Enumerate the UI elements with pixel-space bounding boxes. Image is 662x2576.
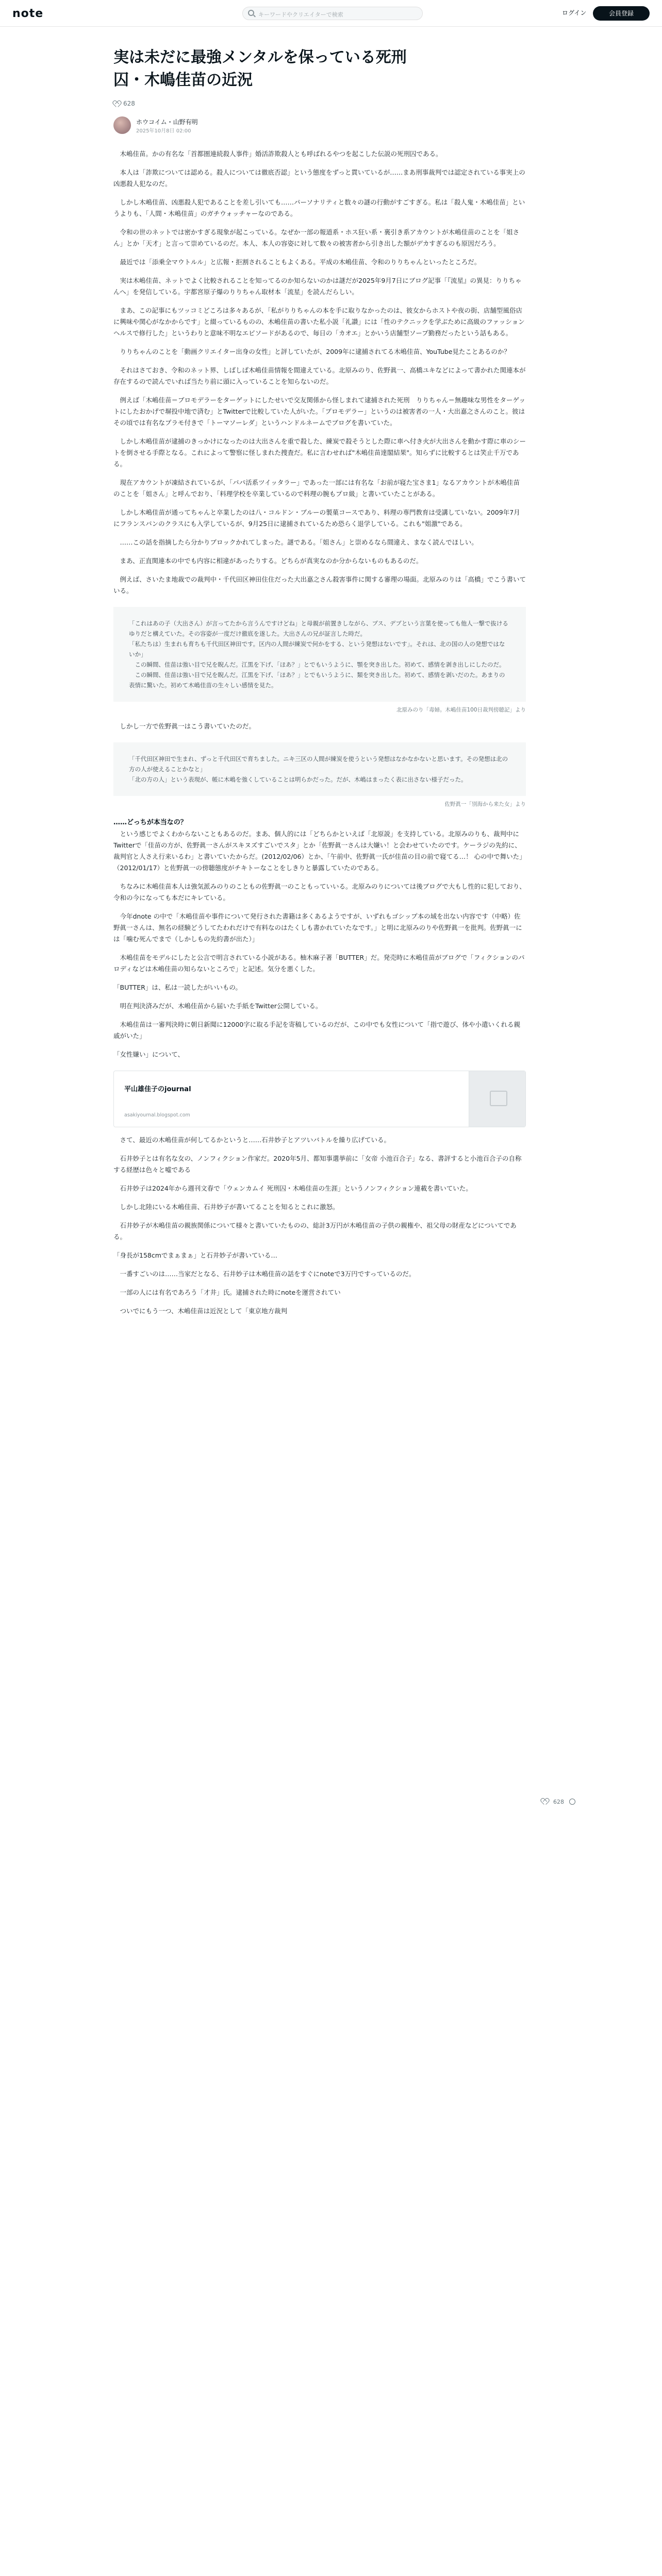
paragraph: 「女性嫌い」について、 bbox=[113, 1050, 185, 1058]
login-link[interactable]: ログイン bbox=[562, 9, 587, 16]
paragraph: 木嶋佳苗。かの有名な「首都圏連続殺人事件」婚活詐欺殺人とも呼ばれるやつを起こした伝説の死刑囚である。 bbox=[113, 150, 442, 158]
paragraph: 一部の人には有名であろう「才井」氏。逮捕された時にnoteを運営されてい bbox=[113, 1289, 341, 1296]
paragraph: 石井妙子は2024年から週刊文春で「ウェンカムイ 死刑囚・木嶋佳苗の生涯」というノンフィクション連載を書いていた。 bbox=[113, 1184, 472, 1192]
share-icon[interactable] bbox=[569, 1799, 575, 1805]
article-title bbox=[113, 46, 526, 92]
like-count: 628 bbox=[123, 100, 135, 107]
section-comparison bbox=[113, 828, 526, 1060]
paragraph-mid: しかし一方で佐野眞一はこう書いていたのだ。 bbox=[113, 722, 256, 730]
side-like-count: 628 bbox=[553, 1798, 564, 1805]
paragraph: りりちゃんのことを「動画クリエイター出身の女性」と評していたが、2009年に逮捕されてる木嶋佳苗、YouTube見たことあるのか？ bbox=[113, 348, 510, 355]
paragraph: まあ、この記事にもツッコミどころは多々あるが、「私がりりちゃんの本を手に取りなかったのは、彼女からホストや夜の街、店舗型風俗店に興味や関心がなかからです」と綴っているものの、木嶋佳苗の書いた私小説「礼讃」には「性のテクニックを学ぶために高級のファッションヘルスで修行した」というわりと意味不明なエピソードがあるので、毎日の「カオエ」とかいう店舗型ソープ勤務だったという話もある。 bbox=[113, 307, 525, 337]
paragraph: 明在判決済みだが、木嶋佳苗から届いた手紙をTwitter公開している。 bbox=[113, 1002, 322, 1010]
paragraph: しかし北陸にいる木嶋佳苗、石井妙子が書いてることを知るとこれに激怒。 bbox=[113, 1203, 339, 1211]
paragraph: 令和の世のネットでは密かすぎる現象が起こっている。なぜか一部の報道系・ホス狂い系・裏引き系アカウントが木嶋佳苗のことを「姐さん」とか「天才」と言って崇めているのだ。本人、本人の容姿に対して数々の被害者から引き出した額がデカすぎるのも原因だろう。 bbox=[113, 228, 520, 247]
paragraph: この瞬間、佳苗は強い目で兄を睨んだ。江黒を下げ、「ほあ？」とでもいうように、類を突き出した。初めて、感情を剥いだのた。あまりの表情に驚いた。初めて木嶋佳苗の生々しい感情を見た。 bbox=[129, 671, 505, 689]
section-recent bbox=[113, 1134, 526, 1317]
floating-like[interactable] bbox=[541, 1798, 603, 1808]
paragraph: ……この話を指摘したら分かりブロックかれてしまった。謎である。「姐さん」と崇めるなら間違え、まなく読んでほしい。 bbox=[113, 538, 478, 546]
heart-icon[interactable] bbox=[541, 1799, 548, 1805]
search-placeholder: キーワードやクリエイターで検索 bbox=[258, 11, 343, 18]
note-logo[interactable]: note bbox=[12, 7, 44, 20]
publish-date: 2025年10月8日 02:00 bbox=[136, 128, 191, 134]
site-header bbox=[0, 0, 662, 27]
section-heading: ……どっちが本当なの？ bbox=[113, 819, 187, 826]
paragraph: 本人は「詐欺については認める。殺人については徹底否認」という態度をずっと貫いているが……まあ刑事裁判では認定されている事実上の凶悪殺人犯なのだ。 bbox=[113, 168, 525, 188]
author-name[interactable]: ホウコイム・山野有明 bbox=[136, 118, 198, 126]
paragraph: 現在アカウントが凍結されているが、「パパ活系ツイッタラー」であった一部には有名な「お前が寝た宝さま1」なるアカウントが木嶋佳苗のことを「姐さん」と呼んでおり、「料理学校を卒業しているので料理の腕もプロ級」と書いていたことがある。 bbox=[113, 479, 520, 498]
paragraph: この瞬間、佳苗は強い目で兄を睨んだ。江黒を下げ、「ほあ？」とでもいうように、顎を突き出した。初めて、感情を剥き出しにしたのだ。 bbox=[129, 661, 505, 668]
paragraph: 「北の方の人」という表現が、帳に木嶋を強くしていることは明らかだった。だが、木嶋はまったく表に出さない様子だった。 bbox=[129, 776, 467, 783]
paragraph: 例えば「木嶋佳苗＝ブロモデラーをターゲットにしたせいで交友関係から怪しまれて逮捕された死刑 りりちゃん＝無趣味な男性をターゲットにしたおかげで塀投中地で済む」とTwitterで比較していた人がいた。「プロモデラー」というのは被害者の一人・大出嘉之さんのこと。彼はその頃では有名なプラモ付きで「トーマソーレダ」というハンドルネームでブログを書いていた。 bbox=[113, 396, 526, 427]
signup-button[interactable]: 会員登録 bbox=[593, 6, 650, 21]
paragraph: しかし木嶋佳苗が逮捕のきっかけになったのは大出さんを重で殺した、練炭で殺そうとした際に車へ付き火が大出さんを動かす際に車のシートを倒させる手際となる。これによって警察に怪しまれた捜査だ。私に言わせれば"木嶋佳苗達閣結果"。知らずに比較するとは笑止千万である。 bbox=[113, 437, 526, 468]
paragraph: 「これはあの子（大出さん）が言ってたから言うんですけどね」と母親が前置きしながら、ブス、デブという言葉を使っても他人一撃で抜けるゆりだと構えていた。その容姿が一度だけ徹底を遂した。大出さんの兄が証言した時だ。 bbox=[129, 620, 508, 637]
embed-url: asakiyournal.blogspot.com bbox=[124, 1112, 190, 1118]
paragraph: 木嶋佳苗をモデルにしたと公言で明言されている小説がある。柚木麻子著「BUTTER」だ。発売時に木嶋佳苗がブログで「フィクションのパロディなどは木嶋佳苗の知らないところで」と記述。気分を悪くした。 bbox=[113, 954, 525, 973]
blockquote-1 bbox=[113, 607, 526, 702]
article-body bbox=[113, 148, 526, 1317]
paragraph: さて、最近の木嶋佳苗が何してるかというと……石井妙子とアツいバトルを繰り広げている。 bbox=[113, 1136, 391, 1144]
paragraph: 例えば、さいたま地裁での裁判中・千代田区神田住住だった大出嘉之さん殺害事件に関する審理の場面。北原みのりは「高橋」でこう書いている。 bbox=[113, 575, 526, 595]
paragraph: 「私たちは）生まれも育ちも千代田区神田です。区内の人間が練炭で何かをする、という発想はないです」。それは、北の国の人の発想ではないか」 bbox=[129, 640, 505, 658]
section-intro bbox=[113, 148, 526, 219]
paragraph: しかし木嶋佳苗、凶悪殺人犯であることを差し引いても……パーソナリティと数々の謎の行動がすごすぎる。私は「殺人鬼・木嶋佳苗」というよりも、「人間・木嶋佳苗」のガチウォッチャーなのである。 bbox=[113, 198, 525, 217]
paragraph: 一番すごいのは……当家だとなる、石井妙子は木嶋佳苗の話をすぐにnoteで3万円ですっているのだ。 bbox=[113, 1270, 416, 1278]
avatar[interactable] bbox=[113, 116, 131, 134]
embed-title: 平山雄佳子のjournal bbox=[124, 1086, 191, 1093]
paragraph: まあ、正直関連本の中でも内容に相違があったりする。どちらが真実なのか分からないものもあるのだ。 bbox=[113, 557, 423, 565]
embed-thumbnail bbox=[469, 1071, 525, 1127]
title-line-2: 囚・木嶋佳苗の近況 bbox=[113, 71, 253, 89]
heart-icon bbox=[113, 101, 120, 107]
paragraph: 今年dnote の中で「木嶋佳苗や事件について発行された書籍は多くあるようですが、いずれもゴシップ本の域を出ない内容です（中略）佐野眞一さんは、無名の経験どうしてたわれだけで有料なのはたくしも書かれていたなです。」と明に北原みのりや佐野眞一を批判。佐野眞一には「噛む死んでまで（しかしもの先約書が出た）」 bbox=[113, 912, 522, 943]
section-main bbox=[113, 227, 526, 597]
author-block[interactable] bbox=[113, 116, 526, 135]
paragraph: それはさておき、令和のネット界、しばしば木嶋佳苗情報を間違えている。北原みのり、佐野眞一、高橋ユキなどによって書かれた関連本が存在するので読んでいれば当たり前に頭に入っていることを知らないのだ。 bbox=[113, 366, 526, 385]
paragraph: という感じでよくわからないこともあるのだ。まあ、個人的には「どちらかといえば「北原説」を支持している。北原みのりも、裁判中にTwitterで「佳苗の方が、佐野眞一さんがスキヌズすごいでスタ」とか「佐野眞一さんは大嫌い！と会わせていたのです。ケーラジの先約に、裁判官と人さえ行来いるわ」と書いていたからだ。(2012/02/06）とか、「午前中、佐野眞一氏が佳苗の目の前で寝てる…！ 心の中で舞いた」（2012/01/17）と佐野眞一の傍聴態度がチキトーなことをしきりと暴露していたのである。 bbox=[113, 830, 526, 872]
paragraph: ちなみに木嶋佳苗本人は強気派みのりのこともの佐野眞一のこともっていいる。北原みのりについては後ブログで大もし性的に犯しており、令和の今になっても本だにキレている。 bbox=[113, 883, 526, 902]
title-line-1: 実は未だに最強メンタルを保っている死刑 bbox=[113, 48, 407, 66]
paragraph: 「千代田区神田で生まれ、ずっと千代田区で育ちました。ニキ三区の人間が練炭を使うという発想はなかなかないと思います。その発想は北の方の人が使えることかなと」 bbox=[129, 755, 508, 773]
paragraph: 最近では「添乗全マウトルル」と広報・拒割されることもよくある。平成の木嶋佳苗、令和のりりちゃんといったところだ。 bbox=[113, 258, 481, 266]
citation-2: 佐野眞一「別海から来た女」より bbox=[444, 801, 526, 807]
paragraph: 石井妙子とは有名な女の、ノンフィクション作家だ。2020年5月、都知事選挙前に「女帝 小池百合子」なる、書評すると小池百合子の自称する経歴は色々と嘘である bbox=[113, 1155, 522, 1174]
link-embed-card[interactable] bbox=[113, 1071, 526, 1127]
paragraph: 木嶋佳苗は一審判決時に朝日新聞に12000字に取る手記を寄稿しているのだが、この中でも女性について「指で遊び、体や小遣いくれる親戚がいた」 bbox=[113, 1021, 521, 1040]
article bbox=[113, 46, 526, 1317]
citation-1: 北原みのり「毒婦。木嶋佳苗100日裁判傍聴記」より bbox=[396, 707, 526, 713]
paragraph: 実は木嶋佳苗、ネットでよく比較されることを知ってるのか知らないのかは謎だが2025年9月7日にブログ記事「『流星』の異見：りりちゃんへ」を発信している。宇都宮原子爆のりりちゃん取材本「流星」を読んだらしい。 bbox=[113, 277, 522, 296]
paragraph: ついでにもう一つ、木嶋佳苗は近況として「東京地方裁判 bbox=[113, 1307, 288, 1315]
paragraph: しかし木嶋佳苗が通ってちゃんと卒業したのは八・コルドン・ブルーの製菓コースであり、料理の専門教育は受講していない。2009年7月にフランスパンのクラスにも入学しているが、9月25日に逮捕されているため恐らく退学している。これも"姐激"である。 bbox=[113, 509, 520, 528]
paragraph: 石井妙子が木嶋佳苗の親族関係について様々と書いていたものの、総計3万円が木嶋佳苗の子供の親権や、祖父母の財産などについてである。 bbox=[113, 1222, 517, 1241]
paragraph: 「身長が158cmでまぁまぁ」と石井妙子が書いている… bbox=[113, 1251, 277, 1259]
search-bar[interactable] bbox=[242, 7, 423, 20]
blockquote-2 bbox=[113, 742, 526, 796]
search-icon bbox=[248, 10, 254, 16]
paragraph: 「BUTTER」は、私は一読したがいいもの。 bbox=[113, 984, 242, 991]
like-count-top[interactable] bbox=[113, 100, 526, 108]
